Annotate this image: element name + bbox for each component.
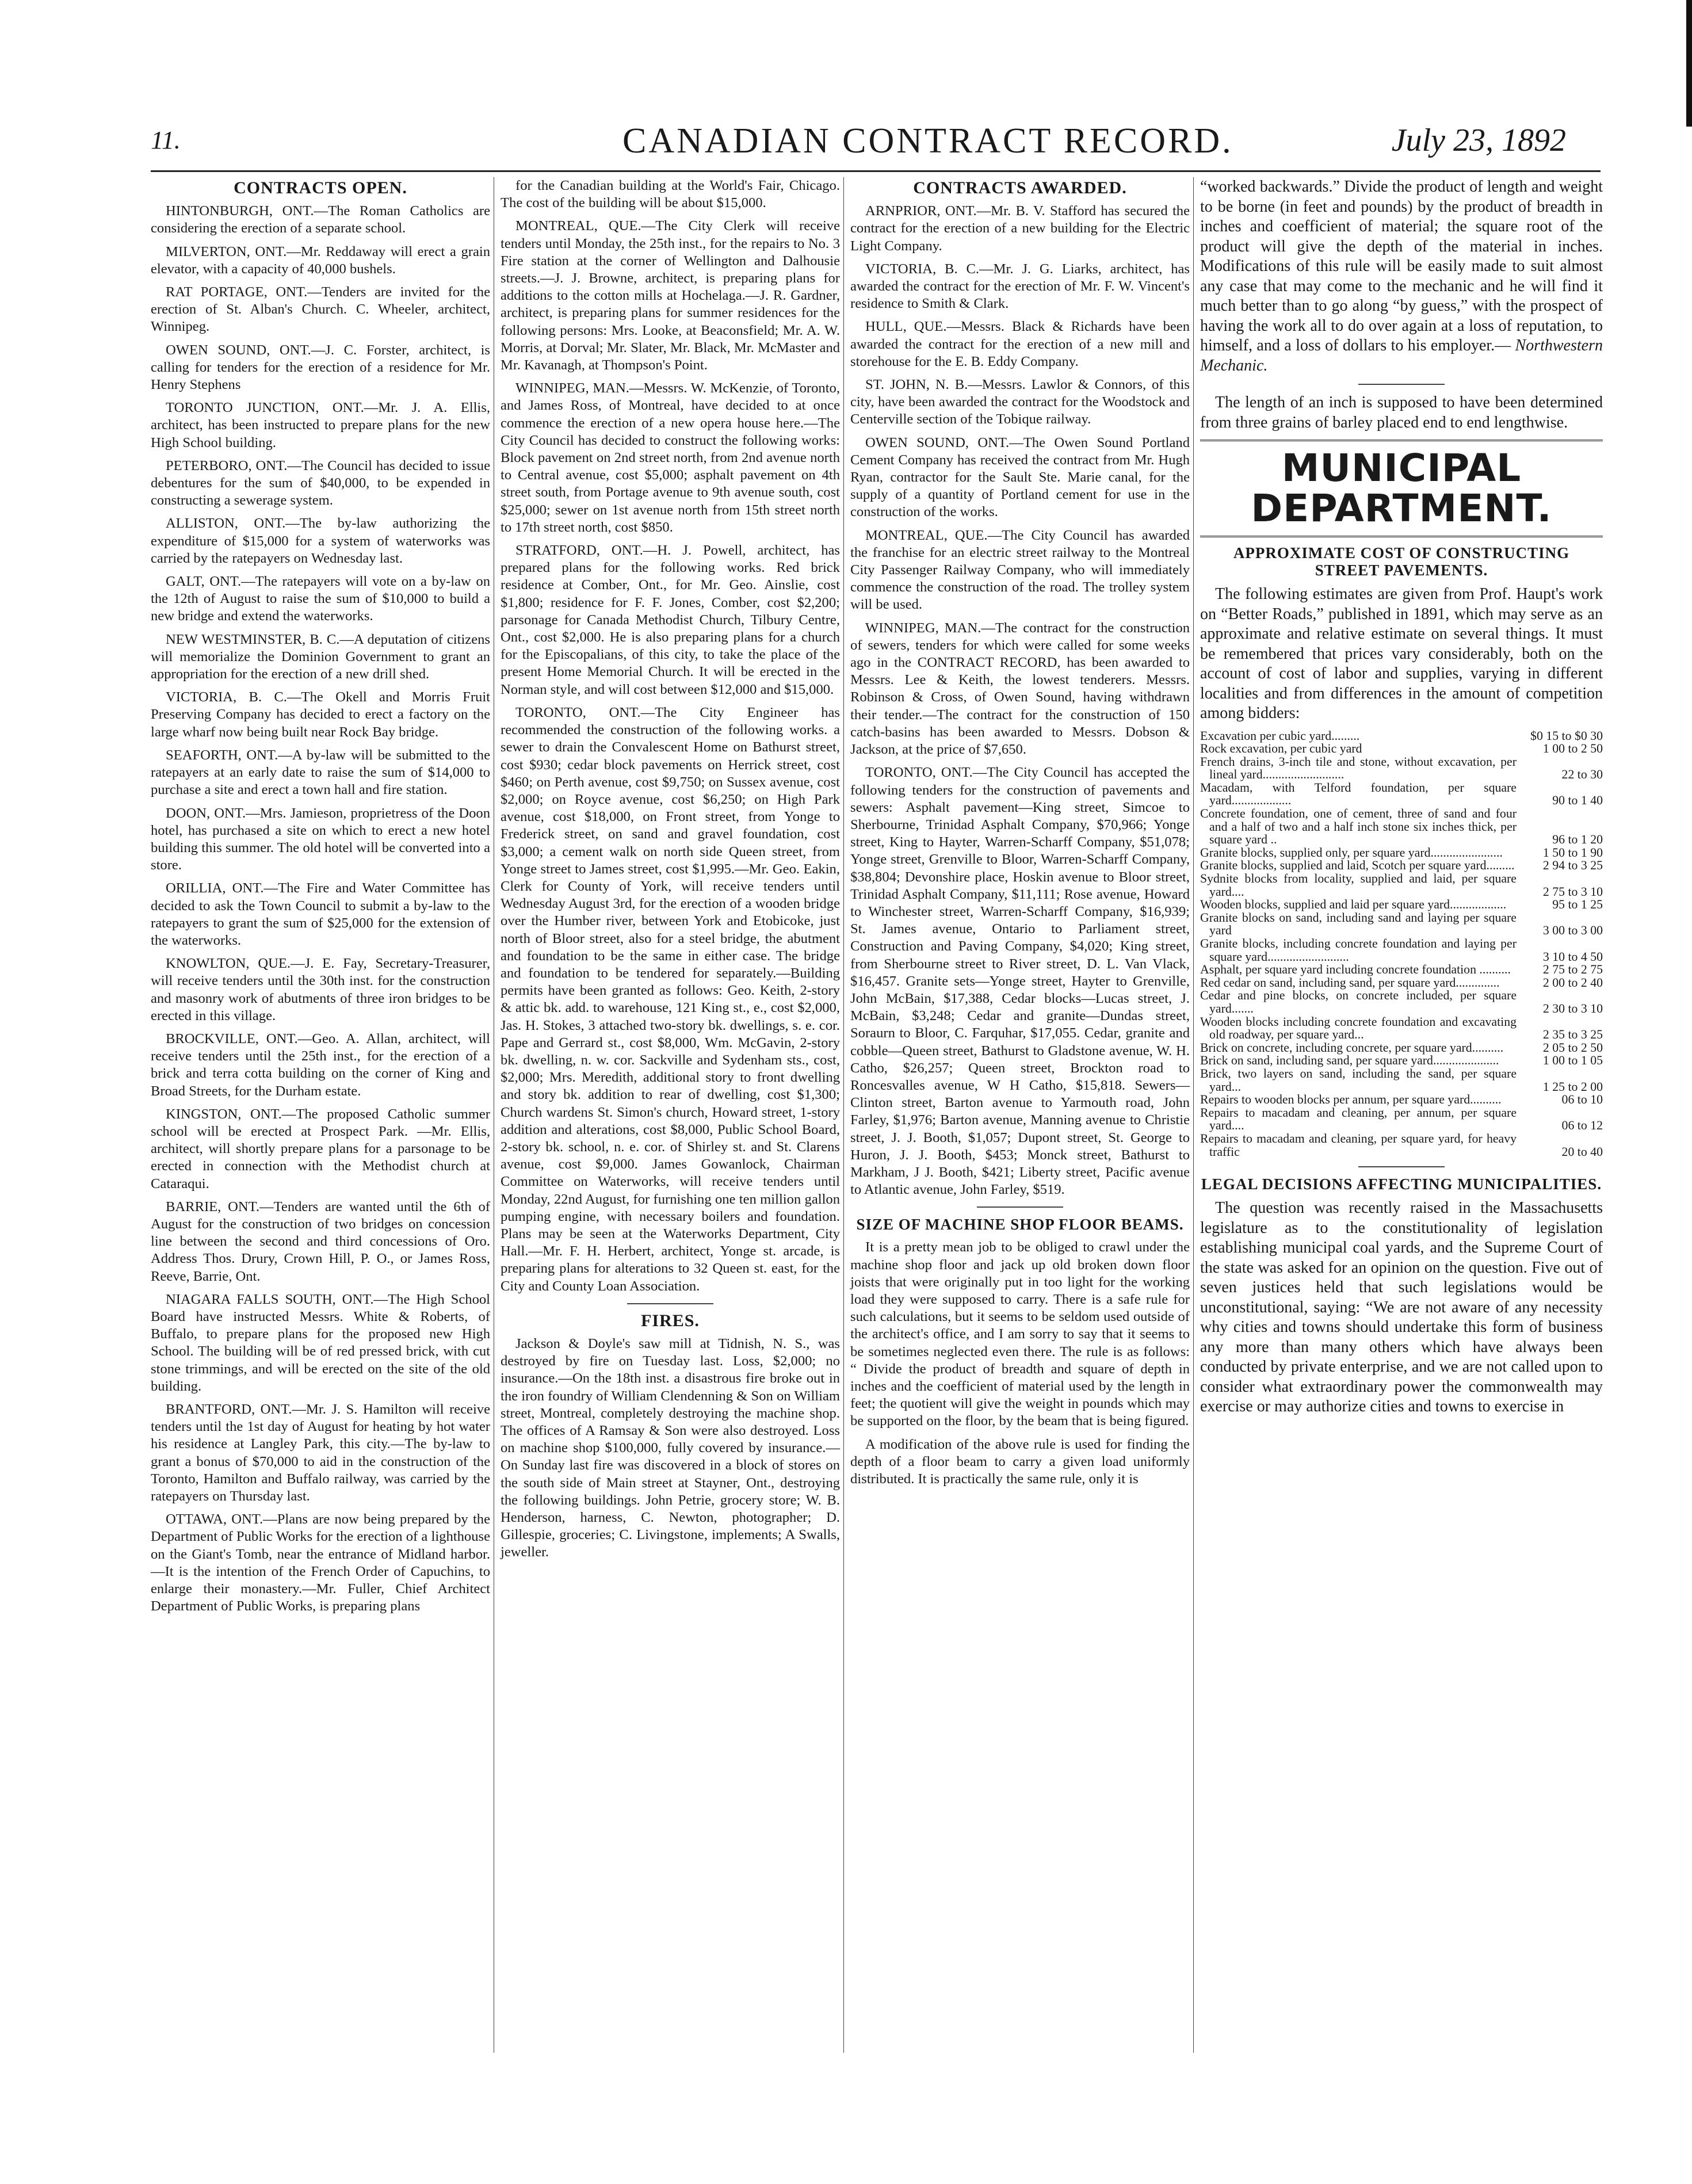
cost-range: 06 to 10 bbox=[1561, 1093, 1603, 1107]
section-divider bbox=[1358, 384, 1445, 385]
section-title-fires: FIRES. bbox=[641, 1311, 700, 1330]
cost-item: Excavation per cubic yard......... bbox=[1200, 728, 1360, 743]
news-item: OTTAWA, ONT.—Plans are now being prepared by the Department of Public Works for the erection of a lighthouse on the Giant's Tomb, near the entrance of Midland harbor.—It is the intention of the French Order of Capuchins, to enlarge their monastery.—Mr. Fuller, Chief Architect Department of Public Works, is preparing plans bbox=[151, 1511, 490, 1614]
double-rule bbox=[1200, 536, 1603, 537]
news-item: BRANTFORD, ONT.—Mr. J. S. Hamilton will receive tenders until the 1st day of August for heating by hot water his residence at Langley Park, this city.—The by-law to grant a bonus of $70,000 to aid in the construction of the Toronto, Hamilton and Buffalo railway, was carried by the ratepayers on Thursday last. bbox=[151, 1402, 490, 1505]
column-contracts-open bbox=[151, 177, 490, 1621]
cost-item: Repairs to macadam and cleaning, per square yard, for heavy traffic bbox=[1200, 1131, 1517, 1159]
cost-item: Brick on concrete, including concrete, per square yard.......... bbox=[1200, 1040, 1504, 1055]
cost-item: Granite blocks, including concrete foundation and laying per square yard.......................... bbox=[1200, 937, 1517, 964]
news-item: ST. JOHN, N. B.—Messrs. Lawlor & Connors, of this city, have been awarded the contract for the Woodstock and Centerville section of the Tobique railway. bbox=[850, 377, 1190, 427]
news-item: PETERBORO, ONT.—The Council has decided to issue debentures for the sum of $40,000, to be expended in constructing a sewerage system. bbox=[151, 457, 490, 509]
news-item: VICTORIA, B. C.—Mr. J. G. Liarks, architect, has awarded the contract for the erection of Mr. F. W. Vincent's residence to Smith & Clark. bbox=[850, 261, 1190, 312]
cost-row bbox=[1200, 989, 1603, 1015]
cost-row bbox=[1200, 1041, 1603, 1055]
news-item: NIAGARA FALLS SOUTH, ONT.—The High School Board have instructed Messrs. White & Roberts, of Buffalo, to prepare plans for the proposed new High School. The building will be of red pressed brick, with cut stone trimmings, and will be erected on the site of the old building. bbox=[151, 1291, 490, 1394]
news-item: KNOWLTON, QUE.—J. E. Fay, Secretary-Treasurer, will receive tenders until the 30th inst. for the construction and masonry work of abutments of three iron bridges to be erected in this village. bbox=[151, 956, 490, 1024]
cost-row bbox=[1200, 859, 1603, 872]
cost-range: 3 10 to 4 50 bbox=[1542, 949, 1603, 964]
news-item: BARRIE, ONT.—Tenders are wanted until the 6th of August for the construction of two bridges on concession line between the second and third concessions of Oro. Address Thos. Drury, Crown Hill, P. O., or James Ross, Reeve, Barrie, Ont. bbox=[151, 1198, 490, 1284]
cost-row bbox=[1200, 742, 1603, 755]
cost-row bbox=[1200, 781, 1603, 807]
cost-row bbox=[1200, 937, 1603, 963]
news-item: TORONTO, ONT.—The City Engineer has recommended the construction of the following works. a sewer to drain the Convalescent Home on Bathurst street, cost $930; cedar block pavements on Herrick street, cost $460; on Perth avenue, cost $9,750; on Sussex avenue, cost $2,000; on Royce avenue, cost $6,250; on High Park avenue, cost $18,000, on Front street, from Yonge to Frederick street, on sand and gravel foundation, cost $3,000; a cement walk on north side Queen street, from Yonge street to James street, cost $1,995.—Mr. Geo. Eakin, Clerk for County of York, will receive tenders until Wednesday August 3rd, for the erection of a wooden bridge over the Humber river, between York and Etobicoke, just north of Bloor street, also for a steel bridge, the abutment and foundation to be the same in either case. The bridge and foundation to be tendered for separately.—Building permits have been granted as follows: Geo. Keith, 2-story & attic bk. add. to warehouse, 121 King st., e., cost $2,000, Jas. H. Stokes, 3 attached two-story bk. dwellings, s. e. cor. Pape and Gerrard st., cost $8,000, Wm. McGavin, 2-story bk. dwelling, n. w. cor. Sackville and Sydenham sts., cost, $2,000; Mrs. Meredith, additional story to front dwelling and story bk. addition to rear of dwelling, cost $1,300; Church wardens St. Simon's church, Howard street, 1-story addition and alterations, cost $8,000, Public School Board, 2-story bk. school, n. e. cor. of Shirley st. and St. Clarens avenue, cost $9,000. James Gowanlock, Chairman Committee on Waterworks, will receive tenders until Monday, 22nd August, for furnishing one ten million gallon pumping engine, with necessary boilers and foundation. Plans may be seen at the Waterworks Department, City Hall.—Mr. F. H. Herbert, architect, Yonge st. arcade, is preparing plans for alterations to 32 Queen st. east, for the City and County Loan Association. bbox=[501, 704, 840, 1294]
news-item: It is a pretty mean job to be obliged to crawl under the machine shop floor and jack up old broken down floor joists that were originally put in too light for the working load they were supposed to carry. There is a safe rule for such calculations, but it seems to be seldom used outside of the architect's office, and I am sorry to say that it seems to be sometimes neglected even there. The rule is as follows: “ Divide the product of breadth and square of depth in inches and the coefficient of material used by the length in feet; the quotient will give the weight in pounds which may be supported on the floor, by the beam that is being figured. bbox=[850, 1239, 1190, 1429]
news-item: OWEN SOUND, ONT.—J. C. Forster, architect, is calling for tenders for the erection of a residence for Mr. Henry Stephens bbox=[151, 342, 490, 393]
cost-range: 1 00 to 1 05 bbox=[1542, 1053, 1603, 1068]
news-item: RAT PORTAGE, ONT.—Tenders are invited for the erection of St. Alban's Church. C. Wheeler, architect, Winnipeg. bbox=[151, 284, 490, 335]
cost-item: Macadam, with Telford foundation, per square yard................... bbox=[1200, 780, 1517, 808]
cost-range: 1 50 to 1 90 bbox=[1542, 845, 1603, 860]
news-item: NEW WESTMINSTER, B. C.—A deputation of citizens will memorialize the Dominion Government to grant an appropriation for the erection of a new drill shed. bbox=[151, 631, 490, 682]
column-rule bbox=[843, 177, 844, 2053]
cost-row bbox=[1200, 1132, 1603, 1158]
section-title-contracts-open: CONTRACTS OPEN. bbox=[234, 178, 407, 197]
cost-range: 2 05 to 2 50 bbox=[1542, 1040, 1603, 1055]
column-municipal bbox=[1200, 177, 1603, 1423]
cost-item: Cedar and pine blocks, on concrete included, per square yard....... bbox=[1200, 988, 1517, 1015]
cost-item: Granite blocks on sand, including sand and laying per square yard bbox=[1200, 910, 1517, 938]
header-rule bbox=[151, 170, 1601, 172]
cost-item: Granite blocks, supplied and laid, Scotch per square yard......... bbox=[1200, 858, 1515, 873]
column-contracts-awarded bbox=[850, 177, 1190, 1494]
cost-range: 1 00 to 2 50 bbox=[1542, 742, 1603, 756]
news-item: TORONTO JUNCTION, ONT.—Mr. J. A. Ellis, architect, has been instructed to prepare plans for the new High School building. bbox=[151, 400, 490, 450]
cost-item: French drains, 3-inch tile and stone, without excavation, per lineal yard.......................... bbox=[1200, 754, 1517, 782]
column-two bbox=[501, 177, 840, 1567]
cost-range: 96 to 1 20 bbox=[1552, 833, 1603, 847]
cost-row bbox=[1200, 1054, 1603, 1067]
floor-beams-continued: “worked backwards.” Divide the product of length and weight to be borne (in feet and pounds) by the product of breadth in inches and coefficient of material; the square root of the product will give the depth of the material in inches. Modifications of this rule will be easily made to suit almost any case that may come to the mechanic and he will find it much better than to go along “by guess,” with the prospect of having the work all to do over again at a loss of reputation, to himself, and a loss of dollars to his employer.— Northwestern Mechanic. bbox=[1200, 178, 1603, 375]
cost-range: 2 35 to 3 25 bbox=[1542, 1028, 1603, 1042]
cost-range: 90 to 1 40 bbox=[1552, 793, 1603, 808]
news-item: SEAFORTH, ONT.—A by-law will be submitted to the ratepayers at an early date to raise the sum of $14,000 to purchase a site and erect a town hall and fire station. bbox=[151, 747, 490, 798]
news-item: DOON, ONT.—Mrs. Jamieson, proprietress of the Doon hotel, has purchased a site on which to erect a new hotel building this summer. The old hotel will be converted into a store. bbox=[151, 805, 490, 873]
legal-decisions-paragraph: The question was recently raised in the Massachusetts legislature as to the constitutionality of legislation establishing municipal coal yards, and the Supreme Court of the state was asked for an opinion on the question. Five out of seven justices held that such legislations would be unconstitutional, saying: “We are not aware of any necessity why cities and towns should undertake this form of business any more than many others which have always been conducted by private enterprise, and we are not called upon to consider what extraordinary power the commonwealth may exercise or may authorize cities and towns to exercise in bbox=[1200, 1199, 1603, 1416]
news-item: TORONTO, ONT.—The City Council has accepted the following tenders for the construction of pavements and sewers: Asphalt pavement—King street, Simcoe to Sherbourne, Trinidad Asphalt Company, $70,966; Yonge street, King to Hayter, Warren-Scharff Company, $51,078; Yonge street, Grenville to Bloor, Warren-Scharff Company, $38,804; Devonshire place, Hoskin avenue to Bloor street, Trinidad Asphalt Company, $11,111; Rose avenue, Howard to Winchester street, Warren-Scharff Company, $16,939; St. James avenue, Ontario to Parliament street, Construction and Paving Company, $4,020; King street, from Sherbourne street to River street, D. L. Van Vlack, $16,457. Granite sets—Yonge street, Hayter to Grenville, John McBain, $17,388, Cedar blocks—Lucas street, J. McBain, $3,248; Cedar and granite—Dundas street, Soraurn to Bloor, C. Farquhar, $17,055. Cedar, granite and cobble—Queen street, Bathurst to Gladstone avenue, W. H. Catho, $26,257; Queen street, Brockton road to Roncesvalles avenue, W H Catho, $15,818. Sewers—Clinton street, Barton avenue to Yarmouth road, John Farley, $1,976; Barton avenue, Manning avenue to Christie street, J. J. Booth, $1,057; Dupont street, St. George to Huron, J. J. Booth, $453; Monck street, Bathurst to Markham, J J. Booth, $421; Liberty street, Pacific avenue to Atlantic avenue, John Farley, $519. bbox=[850, 765, 1190, 1198]
cost-row bbox=[1200, 730, 1603, 743]
municipal-department-heading: MUNICIPAL DEPARTMENT. bbox=[1251, 446, 1552, 530]
cost-range: 2 75 to 3 10 bbox=[1542, 884, 1603, 899]
cost-range: 22 to 30 bbox=[1561, 768, 1603, 782]
cost-row bbox=[1200, 1106, 1603, 1132]
news-item: ORILLIA, ONT.—The Fire and Water Committee has decided to ask the Town Council to submit a by-law to the ratepayers to grant the sum of $25,000 for the extension of the waterworks. bbox=[151, 880, 490, 948]
news-item: HINTONBURGH, ONT.—The Roman Catholics are considering the erection of a separate school. bbox=[151, 203, 490, 236]
contracts-open-list bbox=[151, 203, 490, 1615]
cost-item: Rock excavation, per cubic yard bbox=[1200, 742, 1362, 756]
cost-row bbox=[1200, 1015, 1603, 1041]
floor-beams-list bbox=[850, 1239, 1190, 1488]
cost-item: Concrete foundation, one of cement, three of sand and four and a half of two and a half inch stone six inches thick, per square yard .. bbox=[1200, 807, 1517, 847]
news-item: HULL, QUE.—Messrs. Black & Richards have been awarded the contract for the erection of a new mill and storehouse for the E. B. Eddy Company. bbox=[850, 319, 1190, 369]
section-title-contracts-awarded: CONTRACTS AWARDED. bbox=[913, 178, 1127, 197]
news-item: ARNPRIOR, ONT.—Mr. B. V. Stafford has secured the contract for the erection of a new building for the Electric Light Company. bbox=[850, 203, 1190, 254]
cost-item: Asphalt, per square yard including concrete foundation .......... bbox=[1200, 963, 1511, 977]
news-item: A modification of the above rule is used for finding the depth of a floor beam to carry a given load uniformly distributed. It is practically the same rule, only it is bbox=[850, 1436, 1190, 1487]
cost-item: Sydnite blocks from locality, supplied and laid, per square yard.... bbox=[1200, 872, 1517, 899]
section-divider bbox=[977, 1206, 1063, 1208]
cost-range: 1 25 to 2 00 bbox=[1542, 1079, 1603, 1094]
cost-range: 3 00 to 3 00 bbox=[1542, 923, 1603, 938]
section-title-floor-beams: SIZE OF MACHINE SHOP FLOOR BEAMS. bbox=[856, 1216, 1184, 1234]
issue-date: July 23, 1892 bbox=[1391, 123, 1566, 158]
cost-row bbox=[1200, 911, 1603, 937]
cost-item: Brick on sand, including sand, per square yard..................... bbox=[1200, 1053, 1499, 1068]
news-item: ALLISTON, ONT.—The by-law authorizing the expenditure of $15,000 for a system of waterworks was carried by the ratepayers on Wednesday last. bbox=[151, 516, 490, 566]
news-item: VICTORIA, B. C.—The Okell and Morris Fruit Preserving Company has decided to erect a factory on the large wharf now being built near Rock Bay bridge. bbox=[151, 689, 490, 740]
cost-range: 2 94 to 3 25 bbox=[1542, 858, 1603, 873]
source-credit: Northwestern Mechanic. bbox=[1200, 337, 1603, 375]
cost-range: 2 00 to 2 40 bbox=[1542, 975, 1603, 990]
contracts-awarded-list bbox=[850, 203, 1190, 1198]
cost-item: Repairs to wooden blocks per annum, per square yard.......... bbox=[1200, 1093, 1502, 1107]
news-item: STRATFORD, ONT.—H. J. Powell, architect, has prepared plans for the following works. Red brick residence at Comber, Ont., for Mr. Geo. Ainslie, cost $1,800; residence for F. F. Jones, Comber, cost $2,200; parsonage for Canada Methodist Church, Tilbury Centre, Ont., cost $2,000. He is also preparing plans for a church for the Episcopalians, of this city, to take the place of the present Home Memorial Church. It will be erected in the Norman style, and will cost between $12,000 and $15,000. bbox=[501, 543, 840, 697]
cost-row bbox=[1200, 976, 1603, 990]
news-item: KINGSTON, ONT.—The proposed Catholic summer school will be erected at Prospect Park. —Mr. Ellis, architect, will shortly prepare plans for a parsonage to be erected in connection with the Methodist church at Cataraqui. bbox=[151, 1106, 490, 1192]
cost-row bbox=[1200, 846, 1603, 860]
cost-range: $0 15 to $0 30 bbox=[1530, 728, 1603, 743]
news-item: BROCKVILLE, ONT.—Geo. A. Allan, architect, will receive tenders until the 25th inst., for the erection of a brick and terra cotta building on the corner of King and Broad Streets, for the Durham estate. bbox=[151, 1030, 490, 1099]
pavement-costs-intro: The following estimates are given from Prof. Haupt's work on “Better Roads,” published in 1891, which may serve as an approximate and relative estimate on several things. It must be remembered that prices vary considerably, both on the account of cost of labor and supplies, varying in different localities and from differences in the amount of competition among bidders: bbox=[1200, 585, 1603, 722]
cost-item: Wooden blocks including concrete foundation and excavating old roadway, per square yard... bbox=[1200, 1014, 1517, 1042]
cost-item: Wooden blocks, supplied and laid per square yard.................. bbox=[1200, 898, 1507, 912]
double-rule bbox=[1200, 440, 1603, 441]
section-title-pavement-costs: APPROXIMATE COST OF CONSTRUCTING STREET PAVEMENTS. bbox=[1233, 544, 1570, 579]
news-item: MONTREAL, QUE.—The City Council has awarded the franchise for an electric street railway to the Montreal City Passenger Railway Company, who will immediately commence the construction of the road. The trolley system will be used. bbox=[850, 527, 1190, 613]
news-item: OWEN SOUND, ONT.—The Owen Sound Portland Cement Company has received the contract from Mr. Hugh Ryan, contractor for the Sault Ste. Marie canal, for the supply of a quantity of Portland cement for use in the construction of the works. bbox=[850, 434, 1190, 520]
news-item: MILVERTON, ONT.—Mr. Reddaway will erect a grain elevator, with a capacity of 40,000 bushels. bbox=[151, 243, 490, 277]
section-divider bbox=[1358, 1166, 1445, 1167]
page-number: 11. bbox=[151, 126, 181, 154]
cost-row bbox=[1200, 807, 1603, 846]
cost-row bbox=[1200, 1067, 1603, 1093]
cost-row bbox=[1200, 898, 1603, 911]
cost-range: 2 75 to 2 75 bbox=[1542, 963, 1603, 977]
cost-item: Repairs to macadam and cleaning, per annum, per square yard.... bbox=[1200, 1105, 1517, 1133]
cost-row bbox=[1200, 872, 1603, 898]
section-divider bbox=[627, 1303, 713, 1304]
cost-range: 95 to 1 25 bbox=[1552, 898, 1603, 912]
cost-item: Red cedar on sand, including sand, per square yard.............. bbox=[1200, 975, 1500, 990]
cost-item: Brick, two layers on sand, including the sand, per square yard... bbox=[1200, 1066, 1517, 1094]
news-item: for the Canadian building at the World's Fair, Chicago. The cost of the building will be about $15,000. bbox=[501, 178, 840, 211]
news-item: WINNIPEG, MAN.—Messrs. W. McKenzie, of Toronto, and James Ross, of Montreal, have decided to at once commence the erection of a new opera house here.—The City Council has decided to construct the following works: Block pavement on 2nd street north, from 2nd avenue north to Central avenue, cost $5,000; asphalt pavement on 4th street south, from Portage avenue to 9th avenue south, cost $25,000; sewer on 1st avenue north from 15th street north to 17th street north, cost $850. bbox=[501, 380, 840, 535]
news-item: WINNIPEG, MAN.—The contract for the construction of sewers, tenders for which were called for some weeks ago in the CONTRACT RECORD, has been awarded to Messrs. Lee & Keith, the lowest tenderers. Messrs. Robinson & Cross, of Owen Sound, having withdrawn their tender.—The contract for the construction of 150 catch-basins has been awarded to Messrs. Dobson & Jackson, at the price of $7,650. bbox=[850, 620, 1190, 758]
cost-item: Granite blocks, supplied only, per square yard....................... bbox=[1200, 845, 1503, 860]
cost-row bbox=[1200, 1093, 1603, 1106]
page-header bbox=[151, 121, 1589, 167]
inch-note: The length of an inch is supposed to have been determined from three grains of barley placed end to end lengthwise. bbox=[1200, 394, 1603, 432]
news-item: MONTREAL, QUE.—The City Clerk will receive tenders until Monday, the 25th inst., for the repairs to No. 3 Fire station at the corner of Wellington and Dalhousie streets.—J. J. Browne, architect, is preparing plans for additions to the cotton mills at Hochelaga.—J. R. Gardner, architect, is preparing plans for summer residences for the following persons: Mrs. Looke, at Beaconsfield; Mr. A. W. Morris, at Dorval; Mr. Slater, Mr. Black, Mr. McMaster and Mr. Kavanagh, at Thompson's Point. bbox=[501, 218, 840, 373]
column-two-list bbox=[501, 177, 840, 1295]
cost-row bbox=[1200, 963, 1603, 976]
cost-range: 2 30 to 3 10 bbox=[1542, 1001, 1603, 1015]
masthead-title: CANADIAN CONTRACT RECORD. bbox=[622, 121, 1233, 161]
pavement-cost-table bbox=[1200, 730, 1603, 1159]
page-edge-bar bbox=[1686, 0, 1692, 127]
fires-paragraph: Jackson & Doyle's saw mill at Tidnish, N. S., was destroyed by fire on Tuesday last. Loss, $2,000; no insurance.—On the 18th inst. a disastrous fire broke out in the iron foundry of William Clendenning & Son on William street, Montreal, completely destroying the machine shop. The offices of A Ramsay & Son were also destroyed. Loss on machine shop $100,000, fully covered by insurance.—On Sunday last fire was discovered in a block of stores on the south side of Main street at Stayner, Ont., destroying the following buildings. John Petrie, grocery store; W. B. Henderson, harness, C. Newton, photographer; D. Gillespie, groceries; C. Livingstone, implements; A Swalls, jeweller. bbox=[501, 1336, 840, 1560]
news-item: GALT, ONT.—The ratepayers will vote on a by-law on the 12th of August to raise the sum of $10,000 to build a new bridge and extend the waterworks. bbox=[151, 574, 490, 624]
cost-range: 20 to 40 bbox=[1561, 1144, 1603, 1159]
cost-row bbox=[1200, 755, 1603, 781]
section-title-legal-decisions: LEGAL DECISIONS AFFECTING MUNICIPALITIES. bbox=[1201, 1175, 1602, 1193]
cost-range: 06 to 12 bbox=[1561, 1118, 1603, 1133]
column-rule bbox=[1193, 177, 1194, 2053]
